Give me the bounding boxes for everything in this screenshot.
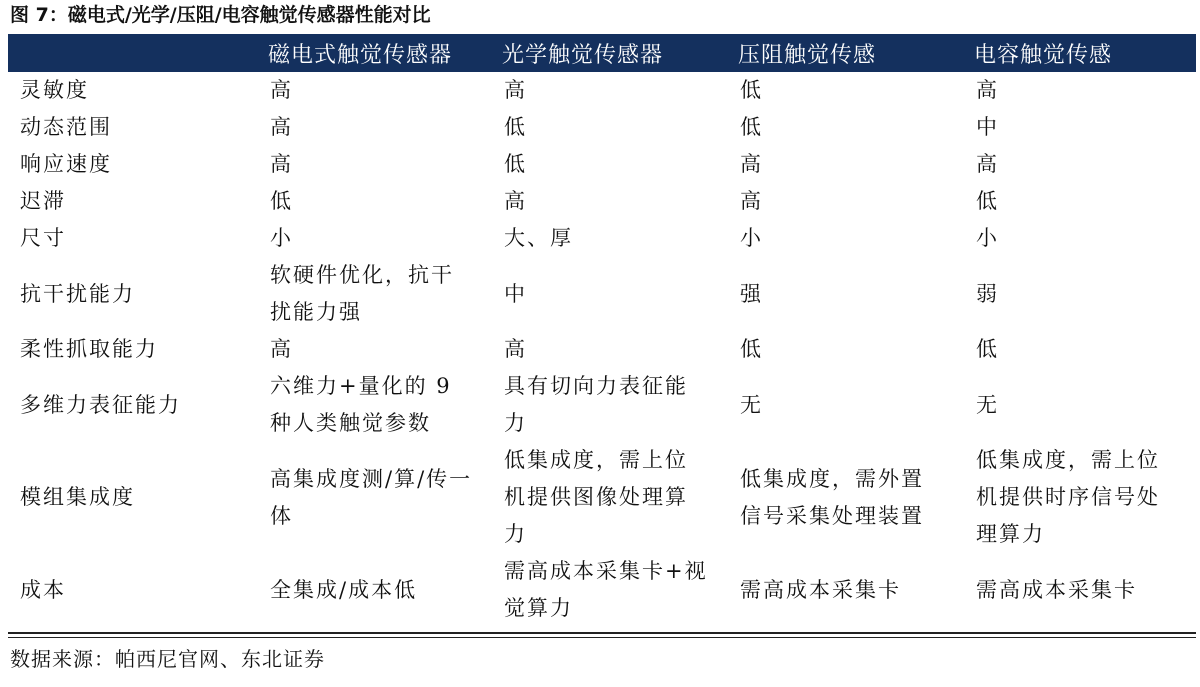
row-label: 动态范围 [20, 115, 112, 139]
table-cell: 低 [740, 78, 763, 102]
table-cell: 高 [504, 78, 527, 102]
header-cell-magnetic: 磁电式触觉传感器 [268, 42, 453, 68]
table-cell: 高 [976, 78, 999, 102]
table-cell: 中 [504, 281, 527, 306]
table-cell: 高 [270, 337, 293, 361]
table-cell: 中 [976, 115, 999, 139]
table-cell: 高 [740, 152, 763, 176]
table-row [8, 183, 1196, 220]
source-note: 数据来源：帕西尼官网、东北证券 [10, 647, 325, 671]
table-header-row [8, 34, 1196, 72]
table-cell: 需高成本采集卡+视觉算力 [504, 559, 708, 620]
header-cell-capacitive: 电容触觉传感 [974, 42, 1113, 68]
table-cell: 强 [740, 281, 763, 306]
table-cell: 小 [976, 226, 999, 250]
table-cell: 具有切向力表征能力 [504, 374, 688, 435]
table-row [8, 220, 1196, 257]
table-cell: 需高成本采集卡 [740, 577, 901, 602]
table-cell: 高 [270, 115, 293, 139]
table-row [8, 109, 1196, 146]
table-cell: 小 [270, 226, 293, 250]
table-cell: 低集成度，需上位机提供时序信号处理算力 [976, 448, 1160, 546]
figure-title: 图 7：磁电式/光学/压阻/电容触觉传感器性能对比 [10, 4, 431, 26]
table-cell: 低 [740, 337, 763, 361]
table-cell: 六维力+量化的 9 种人类触觉参数 [270, 374, 452, 435]
table-row [8, 257, 1196, 331]
table-row [8, 368, 1196, 442]
table-cell: 低 [976, 337, 999, 361]
table-cell: 高集成度测/算/传一体 [270, 466, 473, 528]
table-cell: 低 [504, 152, 527, 176]
row-label: 成本 [20, 577, 66, 602]
table-cell: 高 [504, 337, 527, 361]
table-row [8, 331, 1196, 368]
table-bottom-rule [8, 632, 1196, 634]
table-row [8, 146, 1196, 183]
row-label: 响应速度 [20, 152, 112, 176]
table-cell: 低 [504, 115, 527, 139]
table-cell: 高 [270, 152, 293, 176]
comparison-table [8, 34, 1196, 629]
row-label: 抗干扰能力 [20, 281, 135, 306]
table-cell: 高 [504, 189, 527, 213]
table-cell: 需高成本采集卡 [976, 577, 1137, 602]
table-row [8, 442, 1196, 553]
header-cell-piezoresistive: 压阻触觉传感 [738, 42, 877, 68]
table-cell: 大、厚 [504, 226, 573, 250]
row-label: 迟滞 [20, 189, 66, 213]
table-cell: 高 [740, 189, 763, 213]
row-label: 灵敏度 [20, 78, 89, 102]
table-cell: 低 [740, 115, 763, 139]
header-cell-blank [8, 34, 258, 72]
table-cell: 高 [976, 152, 999, 176]
table-cell: 小 [740, 226, 763, 250]
row-label: 多维力表征能力 [20, 392, 181, 417]
table-cell: 全集成/成本低 [270, 577, 418, 602]
table-cell: 低 [270, 189, 293, 213]
table-cell: 无 [740, 392, 763, 417]
table-cell: 低集成度，需外置信号采集处理装置 [740, 466, 924, 528]
table-cell: 无 [976, 392, 999, 417]
table-cell: 低 [976, 189, 999, 213]
table-bottom-rule-thin [8, 637, 1196, 638]
table-row [8, 553, 1196, 629]
row-label: 柔性抓取能力 [20, 337, 158, 361]
table-cell: 高 [270, 78, 293, 102]
table-cell: 低集成度，需上位机提供图像处理算力 [504, 448, 688, 546]
row-label: 模组集成度 [20, 485, 135, 509]
table-cell: 弱 [976, 281, 999, 306]
table-cell: 软硬件优化，抗干扰能力强 [270, 263, 454, 324]
row-label: 尺寸 [20, 226, 66, 250]
header-cell-optical: 光学触觉传感器 [502, 42, 664, 68]
table-row [8, 72, 1196, 109]
